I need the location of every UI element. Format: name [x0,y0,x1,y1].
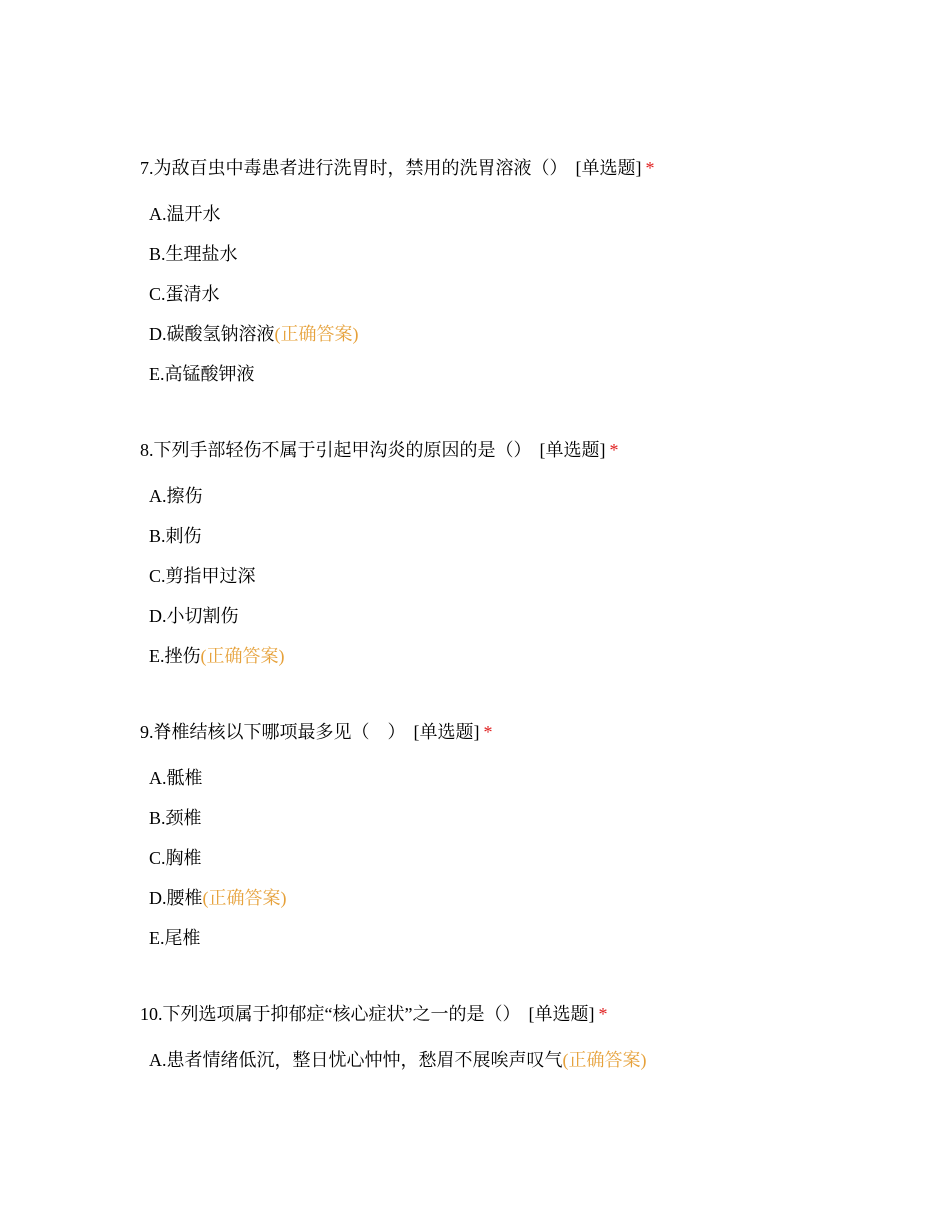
option-label: C.蛋清水 [149,284,220,304]
question-title [140,438,619,462]
option-label: C.剪指甲过深 [149,566,256,586]
required-mark: * [598,1004,608,1024]
option-label: E.高锰酸钾液 [149,364,255,384]
option-d[interactable] [149,604,239,628]
required-mark: * [609,440,619,460]
question-title [140,156,655,180]
option-label: A.擦伤 [149,486,203,506]
option-c[interactable] [149,846,202,870]
question-type: [单选题] [539,440,606,460]
option-a[interactable] [149,1048,647,1072]
question-type: [单选题] [528,1004,595,1024]
option-label: B.生理盐水 [149,244,238,264]
option-a[interactable] [149,766,203,790]
option-d[interactable] [149,322,359,346]
option-e[interactable] [149,644,285,668]
option-e[interactable] [149,362,255,386]
option-label: D.碳酸氢钠溶液 [149,324,275,344]
option-label: A.骶椎 [149,768,203,788]
option-label: C.胸椎 [149,848,202,868]
option-label: D.腰椎 [149,888,203,908]
question-text: 8.下列手部轻伤不属于引起甲沟炎的原因的是（） [140,440,532,460]
option-b[interactable] [149,242,238,266]
option-label: D.小切割伤 [149,606,239,626]
question-type: [单选题] [575,158,642,178]
correct-answer-mark: (正确答案) [200,646,285,666]
option-b[interactable] [149,524,202,548]
correct-answer-mark: (正确答案) [274,324,359,344]
option-label: E.尾椎 [149,928,201,948]
option-label: B.刺伤 [149,526,202,546]
option-b[interactable] [149,806,202,830]
option-label: A.患者情绪低沉，整日忧心忡忡，愁眉不展唉声叹气 [149,1050,563,1070]
option-label: B.颈椎 [149,808,202,828]
required-mark: * [483,722,493,742]
option-e[interactable] [149,926,201,950]
question-type: [单选题] [413,722,480,742]
required-mark: * [645,158,655,178]
option-c[interactable] [149,282,220,306]
correct-answer-mark: (正确答案) [202,888,287,908]
question-title [140,720,493,744]
question-text: 10.下列选项属于抑郁症“核心症状”之一的是（） [140,1004,521,1024]
question-title [140,1002,607,1026]
question-text: 9.脊椎结核以下哪项最多见（ ） [140,722,406,742]
option-label: A.温开水 [149,204,221,224]
option-label: E.挫伤 [149,646,201,666]
option-d[interactable] [149,886,287,910]
correct-answer-mark: (正确答案) [562,1050,647,1070]
option-a[interactable] [149,202,221,226]
option-a[interactable] [149,484,203,508]
question-text: 7.为敌百虫中毒患者进行洗胃时，禁用的洗胃溶液（） [140,158,568,178]
option-c[interactable] [149,564,256,588]
